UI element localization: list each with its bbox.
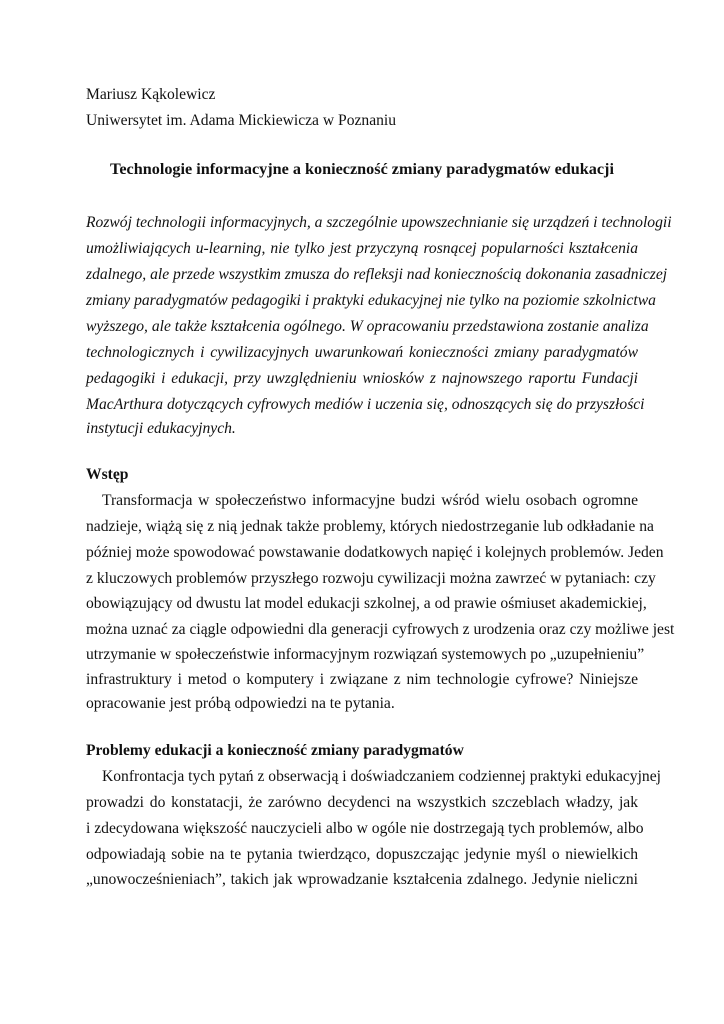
author-name: Mariusz Kąkolewicz — [86, 86, 216, 103]
abstract-line: wyższego, ale także kształcenia ogólnego. W opracowaniu przedstawiona zostanie analiza — [86, 318, 649, 335]
abstract-line: Rozwój technologii informacyjnych, a szczególnie upowszechnianie się urządzeń i technologii — [86, 214, 672, 231]
section-heading: Problemy edukacji a konieczność zmiany paradygmatów — [86, 742, 464, 759]
abstract-line: umożliwiających u-learning, nie tylko jest przyczyną rosnącej popularności kształcenia — [86, 240, 638, 257]
paragraph-line: można uznać za ciągle odpowiedni dla generacji cyfrowych z urodzenia oraz czy możliwe jest — [86, 621, 675, 638]
paragraph-line: „unowocześnieniach”, takich jak wprowadzanie kształcenia zdalnego. Jedynie nieliczni — [86, 871, 638, 888]
abstract-line-last: instytucji edukacyjnych. — [86, 420, 236, 437]
paragraph-line: nadzieje, wiążą się z nią jednak także problemy, których niedostrzeganie lub odkładanie na — [86, 518, 654, 535]
paragraph-line: prowadzi do konstatacji, że zarówno decydenci na wszystkich szczeblach władzy, jak — [86, 794, 638, 811]
section-heading: Wstęp — [86, 466, 129, 483]
paragraph-line: i zdecydowana większość nauczycieli albo w ogóle nie dostrzegają tych problemów, albo — [86, 820, 644, 837]
paragraph-line-last: opracowanie jest próbą odpowiedzi na te pytania. — [86, 695, 395, 712]
abstract-line: pedagogiki i edukacji, przy uwzględnieniu wniosków z najnowszego raportu Fundacji — [86, 370, 638, 387]
paragraph-line: Konfrontacja tych pytań z obserwacją i doświadczaniem codziennej praktyki edukacyjnej — [102, 768, 661, 785]
abstract-line: technologicznych i cywilizacyjnych uwarunkowań konieczności zmiany paradygmatów — [86, 344, 638, 361]
author-affiliation: Uniwersytet im. Adama Mickiewicza w Poznaniu — [86, 112, 397, 129]
abstract-line: zmiany paradygmatów pedagogiki i praktyki edukacyjnej nie tylko na poziomie szkolnictwa — [86, 292, 656, 309]
paragraph-line: z kluczowych problemów przyszłego rozwoju cywilizacji można zawrzeć w pytaniach: czy — [86, 570, 656, 587]
document-title: Technologie informacyjne a konieczność zmiany paradygmatów edukacji — [110, 160, 614, 178]
abstract-line: MacArthura dotyczących cyfrowych mediów i uczenia się, odnoszących się do przyszłości — [86, 396, 645, 413]
paragraph-line: później może spowodować powstawanie dodatkowych napięć i kolejnych problemów. Jeden — [86, 544, 664, 561]
paragraph-line: obowiązujący od dwustu lat model edukacji szkolnej, a od prawie ośmiuset akademickiej, — [86, 595, 647, 612]
paragraph-line: Transformacja w społeczeństwo informacyjne budzi wśród wielu osobach ogromne — [102, 492, 638, 509]
abstract-line: zdalnego, ale przede wszystkim zmusza do refleksji nad koniecznością dokonania zasadniczej — [86, 266, 668, 283]
paragraph-line: infrastruktury i metod o komputery i związane z nim technologie cyfrowe? Niniejsze — [86, 671, 638, 688]
paragraph-line: odpowiadają sobie na te pytania twierdząco, dopuszczając jedynie myśl o niewielkich — [86, 846, 638, 863]
paragraph-line: utrzymanie w społeczeństwie informacyjnym rozwiązań systemowych po „uzupełnieniu” — [86, 646, 645, 663]
